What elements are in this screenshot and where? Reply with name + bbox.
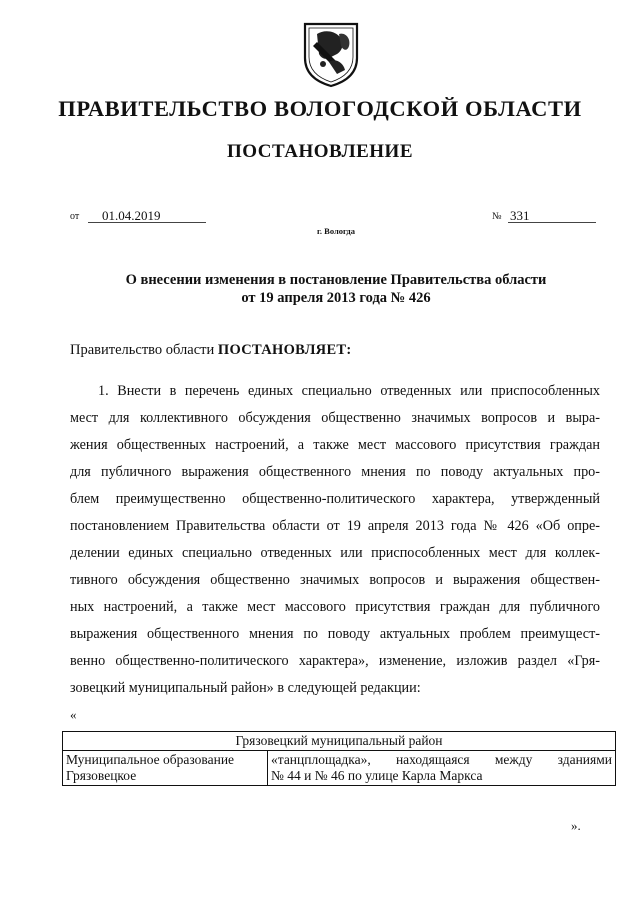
body-line: венно общественно-политического характера», изменение, изложив раздел «Гря- <box>70 653 600 669</box>
body-line: жения общественных настроений, а также мест массового присутствия граждан <box>70 437 600 453</box>
vologda-coat-of-arms-icon <box>299 20 363 88</box>
document-number: 331 <box>508 208 596 223</box>
preamble-emphasis: ПОСТАНОВЛЯЕТ: <box>217 342 352 358</box>
preamble <box>70 342 352 359</box>
table-header-row <box>63 732 616 751</box>
municipality-line-1: Муниципальное образование <box>66 752 235 767</box>
place-line-2: № 44 и № 46 по улице Карла Маркса <box>271 768 483 783</box>
body-line: для публичного выражения общественного мнения по поводу актуальных про- <box>70 464 600 480</box>
document-type: ПОСТАНОВЛЕНИЕ <box>226 141 414 162</box>
body-line: выражения общественного мнения по поводу актуальных проблем преимущест- <box>70 626 600 642</box>
body-line: ных настроений, а также мест массового присутствия граждан для публичного <box>70 599 600 615</box>
municipality-line-2: Грязовецкое <box>66 768 137 783</box>
place-cell <box>268 751 616 786</box>
number-prefix: № <box>492 211 502 222</box>
place-line-1: «танцплощадка», находящаяся между зданиями <box>271 752 612 767</box>
city-label: г. Вологда <box>317 226 355 236</box>
table-header-cell: Грязовецкий муниципальный район <box>63 732 616 751</box>
quote-close: ». <box>571 818 581 833</box>
body-line: делении единых специально отведенных или приспособленных мест для коллек- <box>70 545 600 561</box>
body-line: 1. Внести в перечень единых специально отведенных или приспособленных <box>98 383 600 399</box>
municipality-cell <box>63 751 268 786</box>
quote-open: « <box>70 707 77 722</box>
places-table <box>62 731 616 786</box>
body-line: постановлением Правительства области от 19 апреля 2013 года № 426 «Об опре- <box>70 518 600 534</box>
subject-line-1: О внесении изменения в постановление Правительства области <box>125 272 547 288</box>
body-line: блем преимущественно общественно-политического характера, утвержденный <box>70 491 600 507</box>
date-prefix: от <box>70 211 80 222</box>
table-row <box>63 751 616 786</box>
body-line: тивного обсуждения общественно значимых вопросов и выражения обществен- <box>70 572 600 588</box>
preamble-text: Правительство области <box>70 342 215 358</box>
subject-line-2: от 19 апреля 2013 года № 426 <box>241 290 431 306</box>
body-line: зовецкий муниципальный район» в следующей редакции: <box>70 680 421 696</box>
government-title: ПРАВИТЕЛЬСТВО ВОЛОГОДСКОЙ ОБЛАСТИ <box>58 96 582 121</box>
document-date: 01.04.2019 <box>88 208 206 223</box>
body-line: мест для коллективного обсуждения общественно значимых вопросов и выра- <box>70 410 600 426</box>
